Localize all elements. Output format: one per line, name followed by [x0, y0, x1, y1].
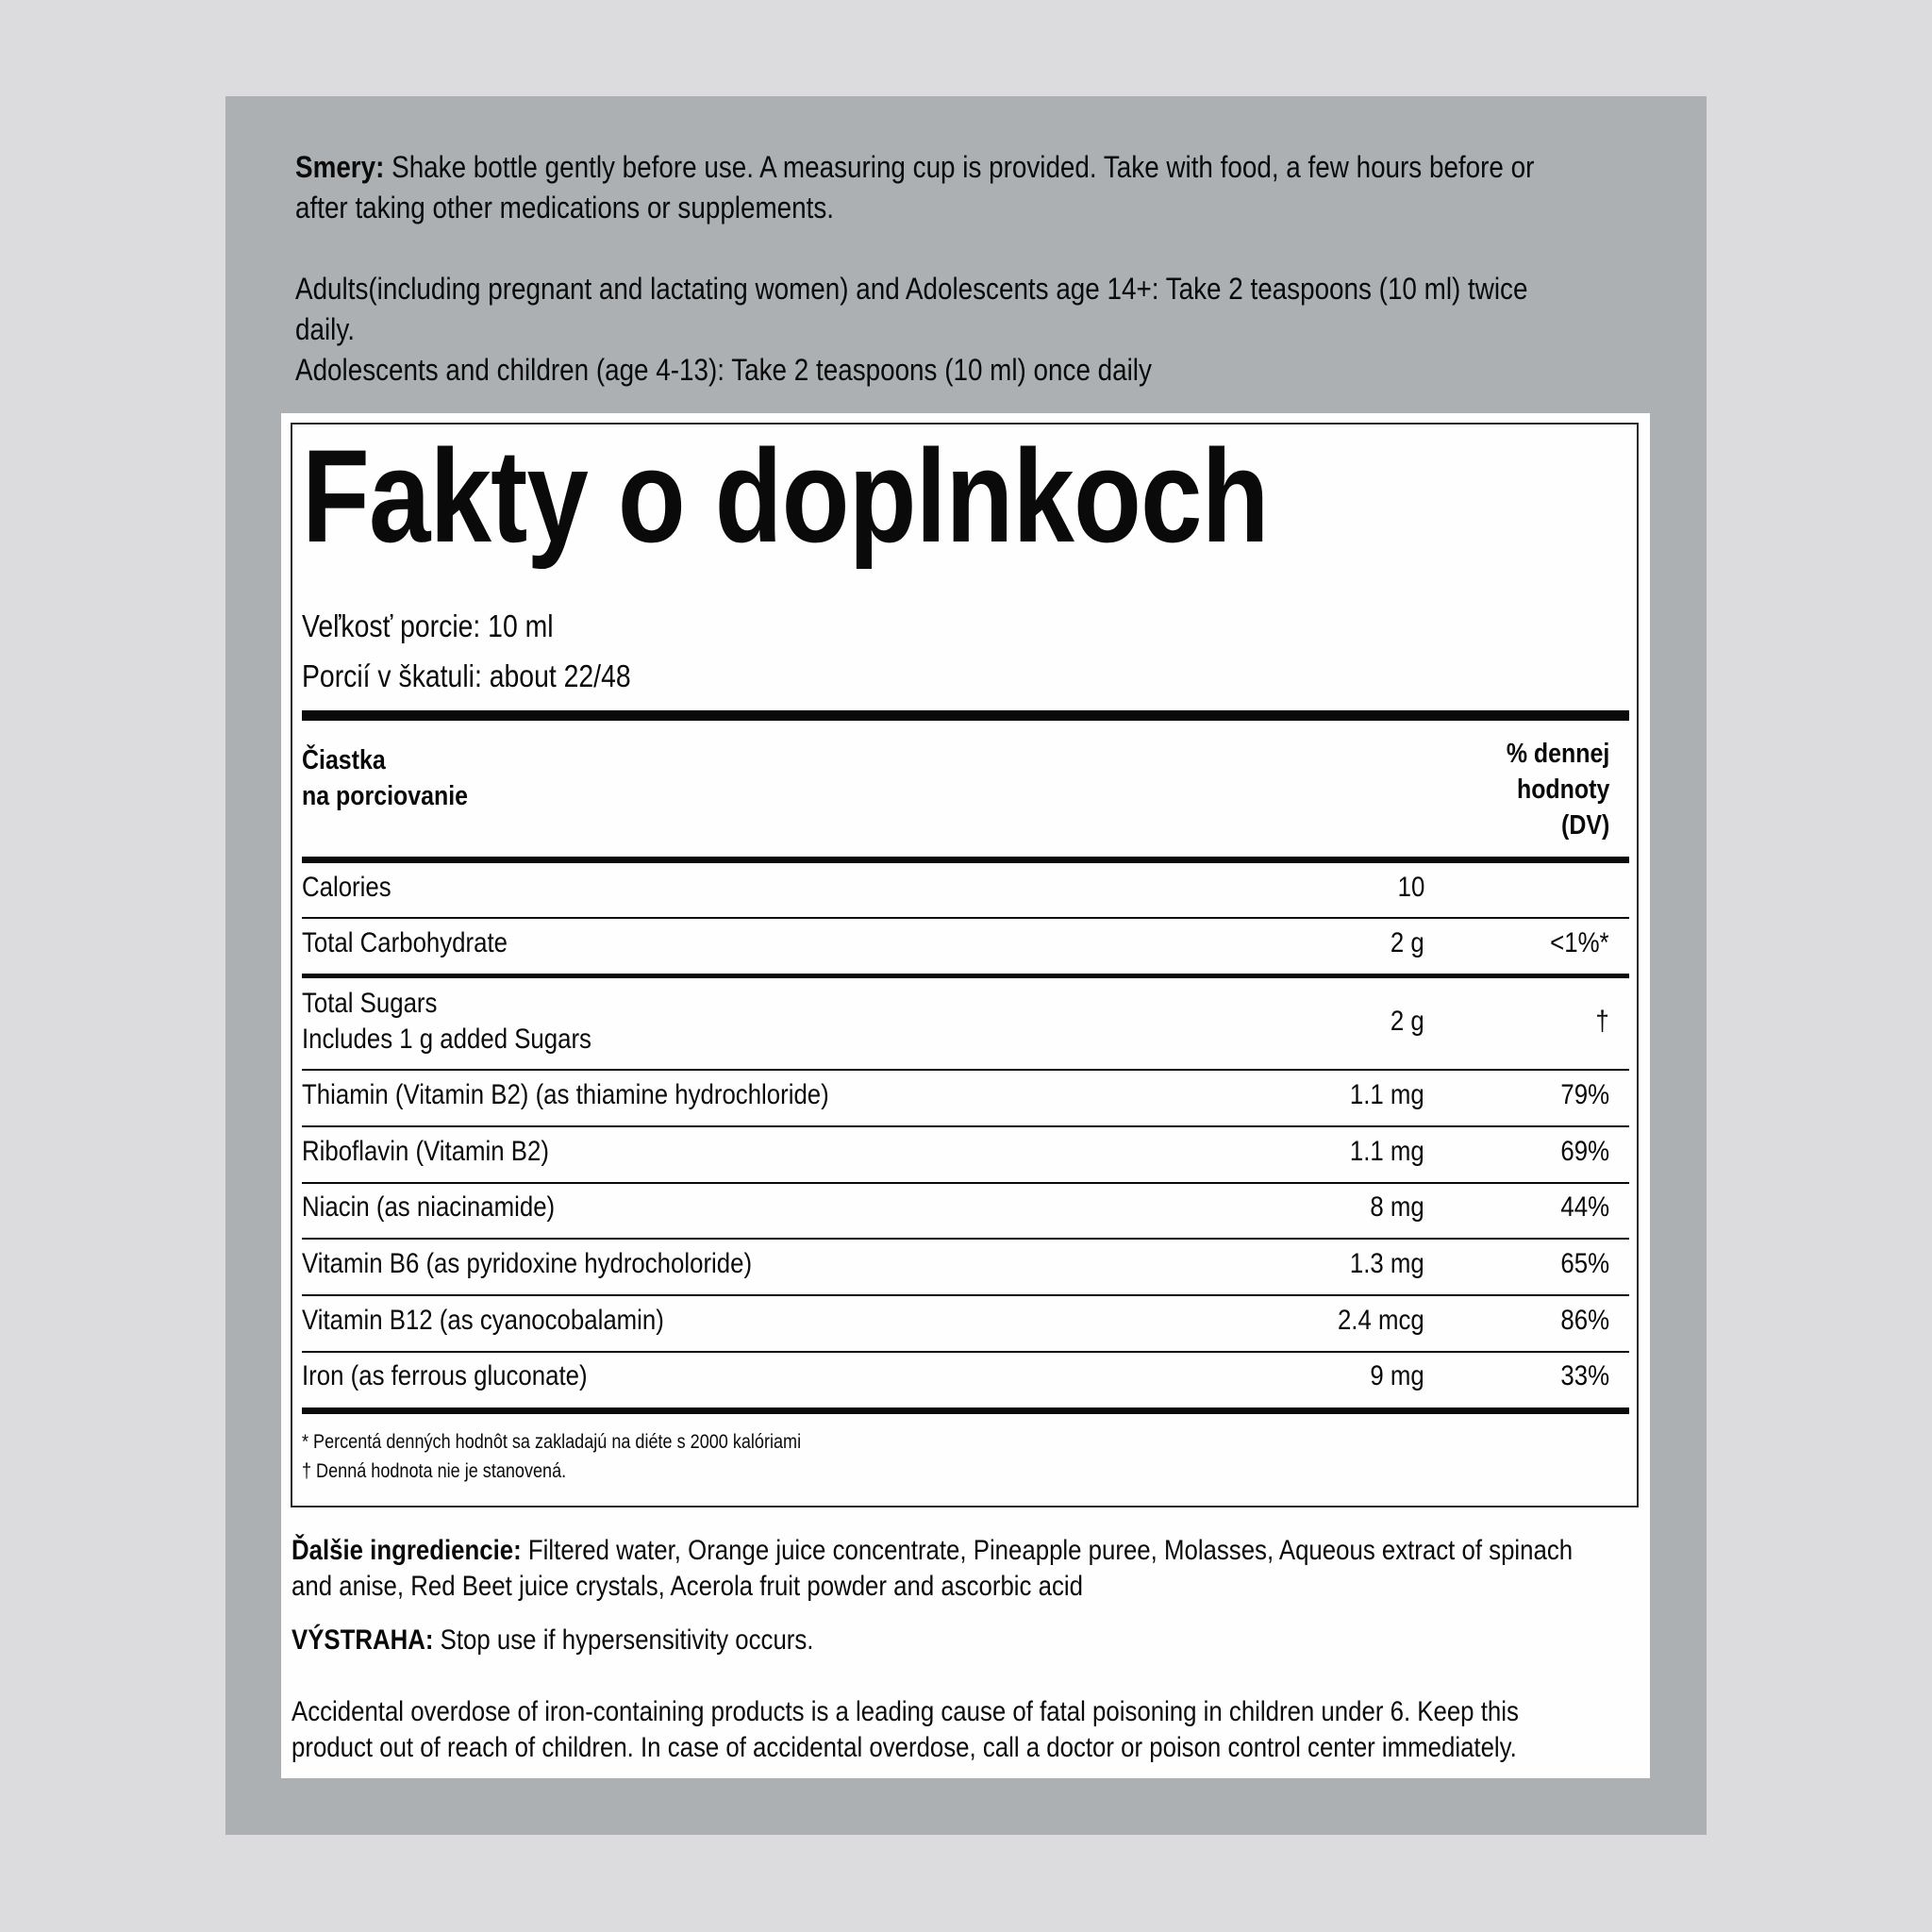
row-amount-thiamin: 1.1 mg [1350, 1079, 1424, 1110]
row-name-added-sugars: Includes 1 g added Sugars [302, 1024, 591, 1055]
row-name-iron: Iron (as ferrous gluconate) [302, 1360, 588, 1391]
spacer [295, 228, 1710, 269]
row-dv-total-carbohydrate: <1%* [1550, 927, 1609, 958]
footnote-daily-values: * Percentá denných hodnôt sa zakladajú na diéte s 2000 kalóriami [302, 1431, 802, 1453]
row-amount-niacin: 8 mg [1370, 1191, 1424, 1223]
header-amount-line-2: na porciovanie [302, 781, 469, 811]
row-name-riboflavin: Riboflavin (Vitamin B2) [302, 1136, 549, 1167]
directions-section [295, 147, 1710, 391]
serving-size: Veľkosť porcie: 10 ml [302, 608, 554, 643]
thin-rule [302, 1351, 1629, 1353]
directions-line-2: after taking other medications or supplements. [295, 191, 835, 225]
header-dv-line-3: (DV) [1560, 810, 1609, 841]
thin-rule [302, 1238, 1629, 1240]
warning-label: VÝSTRAHA: [291, 1624, 434, 1656]
facts-title: Fakty o doplnkoch [302, 422, 1269, 570]
row-name-calories: Calories [302, 872, 391, 903]
row-dv-vitamin-b6: 65% [1560, 1248, 1609, 1279]
row-dv-total-sugars: † [1595, 1006, 1609, 1037]
thick-rule [302, 1407, 1629, 1414]
row-name-total-sugars: Total Sugars [302, 988, 438, 1019]
row-amount-calories: 10 [1397, 872, 1424, 903]
directions-text: Shake bottle gently before use. A measuring cup is provided. Take with food, a few hours before or [384, 150, 1535, 184]
footnote-dv-not-established: † Denná hodnota nie je stanovená. [302, 1460, 567, 1482]
other-ingredients-text: Filtered water, Orange juice concentrate, Pineapple puree, Molasses, Aqueous extract of spinach [521, 1535, 1574, 1566]
directions-line-1 [295, 147, 1534, 188]
thin-rule [302, 1069, 1629, 1071]
directions-label: Smery: [295, 150, 385, 184]
row-amount-vitamin-b12: 2.4 mcg [1338, 1305, 1424, 1336]
other-ingredients-line-2: and anise, Red Beet juice crystals, Acerola fruit powder and ascorbic acid [291, 1571, 1083, 1602]
thin-rule [302, 1125, 1629, 1127]
supplement-facts-box [291, 423, 1639, 1507]
amount-per-serving-header [302, 742, 468, 814]
daily-value-header [1507, 736, 1609, 843]
row-name-vitamin-b12: Vitamin B12 (as cyanocobalamin) [302, 1305, 664, 1336]
medium-rule [302, 974, 1629, 978]
row-dv-iron: 33% [1560, 1360, 1609, 1391]
children-dosage: Adolescents and children (age 4-13): Take 2 teaspoons (10 ml) once daily [295, 353, 1152, 387]
thin-rule [302, 917, 1629, 919]
servings-per-container: Porcií v škatuli: about 22/48 [302, 658, 631, 693]
thin-rule [302, 1182, 1629, 1184]
row-amount-total-sugars: 2 g [1391, 1006, 1424, 1037]
row-amount-vitamin-b6: 1.3 mg [1350, 1248, 1424, 1279]
adults-dosage-line-2: daily. [295, 312, 355, 346]
header-amount-line-1: Čiastka [302, 745, 386, 775]
other-ingredients-line-1 [291, 1533, 1573, 1569]
row-dv-vitamin-b12: 86% [1560, 1305, 1609, 1336]
row-name-thiamin: Thiamin (Vitamin B2) (as thiamine hydrochloride) [302, 1079, 829, 1110]
warning-text: Stop use if hypersensitivity occurs. [433, 1624, 814, 1656]
row-dv-thiamin: 79% [1560, 1079, 1609, 1110]
other-ingredients-label: Ďalšie ingrediencie: [291, 1535, 522, 1566]
row-dv-riboflavin: 69% [1560, 1136, 1609, 1167]
row-amount-iron: 9 mg [1370, 1360, 1424, 1391]
thick-rule [302, 710, 1629, 721]
header-dv-line-1: % dennej [1506, 739, 1609, 769]
row-amount-riboflavin: 1.1 mg [1350, 1136, 1424, 1167]
thin-rule [302, 1294, 1629, 1296]
row-name-total-carbohydrate: Total Carbohydrate [302, 927, 508, 958]
row-name-niacin: Niacin (as niacinamide) [302, 1191, 556, 1223]
warning-line [291, 1623, 813, 1658]
iron-warning-line-2: product out of reach of children. In case of accidental overdose, call a doctor or poison control center immediately. [291, 1732, 1517, 1763]
row-name-vitamin-b6: Vitamin B6 (as pyridoxine hydrocholoride) [302, 1248, 753, 1279]
row-dv-niacin: 44% [1560, 1191, 1609, 1223]
adults-dosage-line-1: Adults(including pregnant and lactating women) and Adolescents age 14+: Take 2 teaspoons (10 ml) twice [295, 272, 1528, 306]
header-dv-line-2: hodnoty [1516, 774, 1609, 805]
row-amount-total-carbohydrate: 2 g [1391, 927, 1424, 958]
thick-rule [302, 857, 1629, 863]
iron-warning-line-1: Accidental overdose of iron-containing products is a leading cause of fatal poisoning in children under 6. Keep this [291, 1696, 1519, 1727]
